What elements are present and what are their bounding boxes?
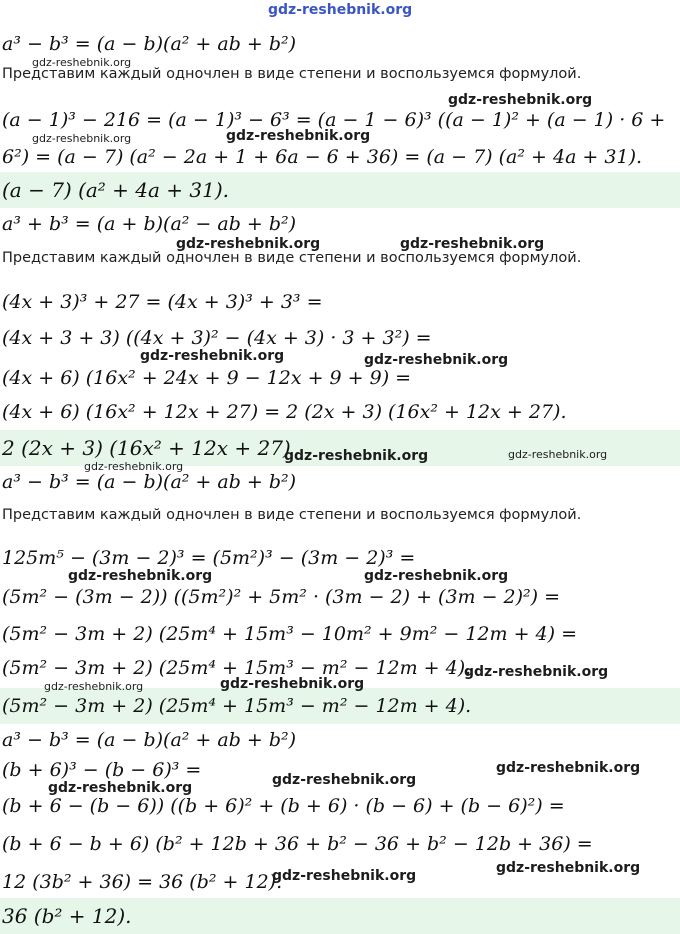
watermark: gdz-reshebnik.org: [68, 568, 213, 584]
instruction-text-1: Представим каждый одночлен в виде степени и воспользуемся формулой.: [2, 66, 582, 82]
solution-step: (4x + 6) (16x² + 24x + 9 − 12x + 9 + 9) =: [2, 367, 412, 389]
solution-step: 125m⁵ − (3m − 2)³ = (5m²)³ − (3m − 2)³ =: [2, 547, 416, 569]
solution-step: (b + 6 − b + 6) (b² + 12b + 36 + b² − 36 + b² − 12b + 36) =: [2, 833, 593, 855]
watermark: gdz-reshebnik.org: [400, 236, 545, 252]
answer-row-4: 36 (b² + 12).: [0, 898, 680, 934]
watermark: gdz-reshebnik.org: [32, 56, 132, 69]
formula-difference-of-cubes-3: a³ − b³ = (a − b)(a² + ab + b²): [2, 729, 297, 751]
watermark: gdz-reshebnik.org: [364, 352, 509, 368]
solution-step: (4x + 3)³ + 27 = (4x + 3)³ + 3³ =: [2, 291, 323, 313]
watermark: gdz-reshebnik.org: [496, 860, 641, 876]
watermark: gdz-reshebnik.org: [272, 772, 417, 788]
instruction-text-3: Представим каждый одночлен в виде степени и воспользуемся формулой.: [2, 507, 582, 523]
solution-step: (b + 6 − (b − 6)) ((b + 6)² + (b + 6) · (b − 6) + (b − 6)²) =: [2, 795, 565, 817]
solution-step: (a − 1)³ − 216 = (a − 1)³ − 6³ = (a − 1 − 6)³ ((a − 1)² + (a − 1) · 6 +: [2, 109, 666, 131]
watermark: gdz-reshebnik.org: [44, 680, 144, 693]
watermark-top: gdz-reshebnik.org: [268, 2, 413, 18]
watermark: gdz-reshebnik.org: [496, 760, 641, 776]
watermark: gdz-reshebnik.org: [364, 568, 509, 584]
watermark: gdz-reshebnik.org: [464, 664, 609, 680]
watermark: gdz-reshebnik.org: [220, 676, 365, 692]
watermark: gdz-reshebnik.org: [140, 348, 285, 364]
answer-row-3: (5m² − 3m + 2) (25m⁴ + 15m³ − m² − 12m + 4).: [0, 688, 680, 724]
watermark: gdz-reshebnik.org: [32, 132, 132, 145]
solution-step: (4x + 3 + 3) ((4x + 3)² − (4x + 3) · 3 + 3²) =: [2, 327, 432, 349]
answer-row-2: 2 (2x + 3) (16x² + 12x + 27): [0, 430, 680, 466]
solution-step: 12 (3b² + 36) = 36 (b² + 12).: [2, 871, 283, 893]
solution-step: (5m² − 3m + 2) (25m⁴ + 15m³ − 10m² + 9m² − 12m + 4) =: [2, 623, 577, 645]
watermark: gdz-reshebnik.org: [226, 128, 371, 144]
solution-step: (4x + 6) (16x² + 12x + 27) = 2 (2x + 3) (16x² + 12x + 27).: [2, 401, 567, 423]
watermark: gdz-reshebnik.org: [84, 460, 184, 473]
answer-row-1: (a − 7) (a² + 4a + 31).: [0, 172, 680, 208]
solution-step: 6²) = (a − 7) (a² − 2a + 1 + 6a − 6 + 36) = (a − 7) (a² + 4a + 31).: [2, 146, 643, 168]
instruction-text-2: Представим каждый одночлен в виде степени и воспользуемся формулой.: [2, 250, 582, 266]
watermark: gdz-reshebnik.org: [176, 236, 321, 252]
formula-sum-of-cubes: a³ + b³ = (a + b)(a² − ab + b²): [2, 213, 297, 235]
formula-difference-of-cubes-2: a³ − b³ = (a − b)(a² + ab + b²): [2, 471, 297, 493]
watermark: gdz-reshebnik.org: [508, 448, 608, 461]
watermark: gdz-reshebnik.org: [284, 448, 429, 464]
solution-step: (5m² − (3m − 2)) ((5m²)² + 5m² · (3m − 2) + (3m − 2)²) =: [2, 586, 561, 608]
formula-difference-of-cubes-1: a³ − b³ = (a − b)(a² + ab + b²): [2, 33, 297, 55]
watermark: gdz-reshebnik.org: [448, 92, 593, 108]
watermark: gdz-reshebnik.org: [272, 868, 417, 884]
watermark: gdz-reshebnik.org: [48, 780, 193, 796]
solution-step: (5m² − 3m + 2) (25m⁴ + 15m³ − m² − 12m + 4).: [2, 657, 472, 679]
solution-step: (b + 6)³ − (b − 6)³ =: [2, 759, 202, 781]
